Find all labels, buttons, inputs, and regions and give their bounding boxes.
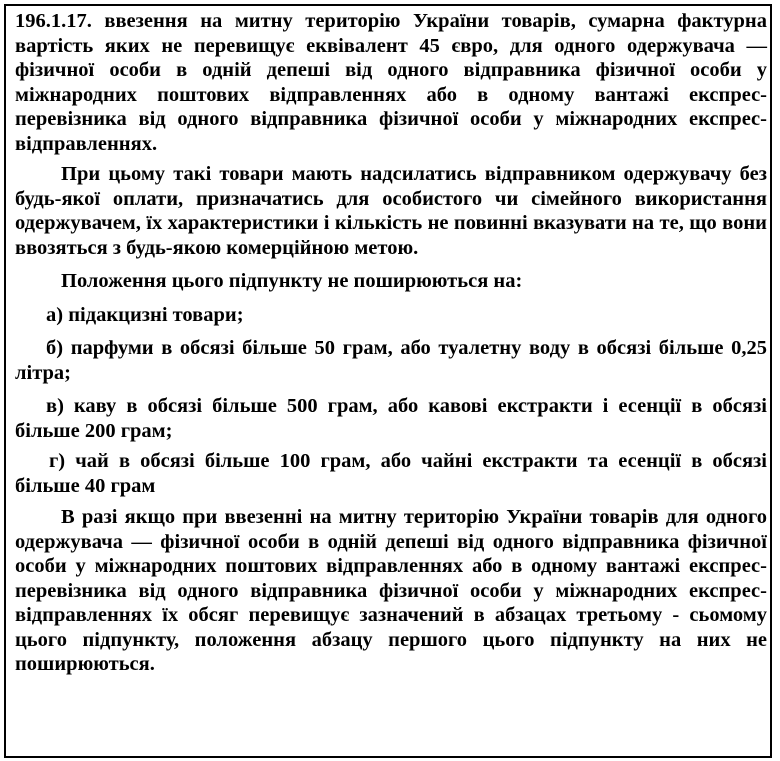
document-body bbox=[15, 9, 767, 677]
paragraph-conditions: При цьому такі товари мають надсилатись відправником одержувачу без будь-якої оплати, призначатись для особистого чи сімейного використання одержувачем, їх характеристики і кількість не повинні вказувати на те, що вони ввозяться з будь-якою комерційною метою. bbox=[15, 163, 767, 259]
list-item-b-perfume: б) парфуми в обсязі більше 50 грам, або туалетну воду в обсязі більше 0,25 літра; bbox=[15, 337, 767, 384]
list-item-d-tea: г) чай в обсязі більше 100 грам, або чайні екстракти та есенції в обсязі більше 40 грам bbox=[15, 450, 767, 497]
list-item-c-coffee: в) каву в обсязі більше 500 грам, або кавові екстракти і есенції в обсязі більше 200 грам; bbox=[15, 395, 767, 442]
paragraph-excess-volume: В разі якщо при ввезенні на митну територію України товарів для одного одержувача — фізичної особи в одній депеші від одного відправника фізичної особи у міжнародних поштових відправленнях або в одному вантажі експрес-перевізника від одного відправника фізичної особи у міжнародних експрес-відправленнях їх обсяг перевищує зазначений в абзацах третьому - сьомому цього підпункту, положення абзацу першого цього підпункту на них не поширюються. bbox=[15, 506, 767, 675]
paragraph-exclusions-intro: Положення цього підпункту не поширюються на: bbox=[61, 270, 523, 292]
paragraph-196-1-17: 196.1.17. ввезення на митну територію України товарів, сумарна фактурна вартість яких не перевищує еквівалент 45 євро, для одного одержувача — фізичної особи в одній депеші від одного відправника фізичної особи у міжнародних поштових відправленнях або в одному вантажі експрес-перевізника від одного відправника фізичної особи у міжнародних експрес-відправленнях. bbox=[15, 10, 767, 155]
list-item-a-excise-goods: а) підакцизні товари; bbox=[46, 303, 244, 326]
